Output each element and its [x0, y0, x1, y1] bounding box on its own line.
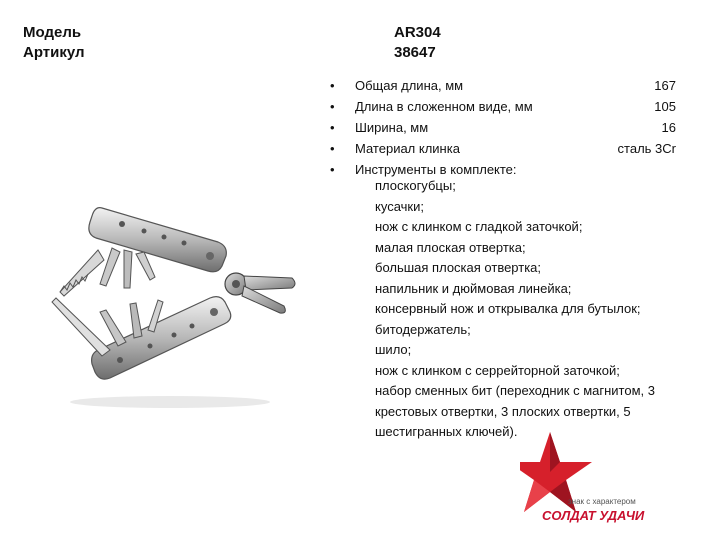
model-value: AR304: [394, 24, 441, 41]
tool-item: консервный нож и открывалка для бутылок;: [375, 301, 641, 316]
tool-item: плоскогубцы;: [375, 178, 456, 193]
brand-logo: [520, 430, 670, 530]
article-value: 38647: [394, 44, 436, 61]
spec-name: Общая длина, мм: [355, 78, 464, 93]
tool-item: нож с клинком с гладкой заточкой;: [375, 219, 583, 234]
spec-blade-material: [330, 138, 690, 159]
spec-name: Материал клинка: [355, 141, 460, 156]
spec-width: [330, 117, 690, 138]
tool-item: большая плоская отвертка;: [375, 260, 542, 275]
logo-tagline: знак с характером: [568, 497, 636, 506]
spec-value: 16: [661, 120, 676, 135]
spec-folded-length: [330, 96, 690, 117]
logo-brand: СОЛДАТ УДАЧИ: [542, 508, 645, 523]
spec-name: Длина в сложенном виде, мм: [355, 99, 533, 114]
article-label: Артикул: [23, 44, 85, 61]
bullet: •: [330, 78, 335, 93]
spec-value: сталь 3Cr: [617, 141, 676, 156]
model-label: Модель: [23, 24, 82, 41]
tool-item: нож с клинком с серрейторной заточкой;: [375, 362, 620, 378]
spec-name: Инструменты в комплекте:: [355, 162, 517, 177]
spec-total-length: [330, 75, 690, 96]
tool-item: битодержатель;: [375, 321, 471, 337]
tool-item: кусачки;: [375, 198, 424, 214]
tool-item: малая плоская отвертка;: [375, 239, 526, 255]
spec-name: Ширина, мм: [355, 120, 429, 135]
spec-value: 167: [654, 78, 676, 93]
bullet: •: [330, 120, 335, 135]
spec-list: [330, 75, 690, 180]
spec-value: 105: [654, 99, 676, 114]
bullet: •: [330, 99, 335, 114]
tool-item: набор сменных бит (переходник с магнитом, 3 крестовых отвертки, 3 плоских отвертки, 5 шестигранных ключей).: [375, 383, 655, 439]
tool-item: напильник и дюймовая линейка;: [375, 280, 572, 296]
multitool-photo: [40, 180, 325, 420]
tool-list: [375, 176, 695, 443]
tool-item: шило;: [375, 342, 412, 357]
bullet: •: [330, 162, 335, 177]
bullet: •: [330, 141, 335, 156]
